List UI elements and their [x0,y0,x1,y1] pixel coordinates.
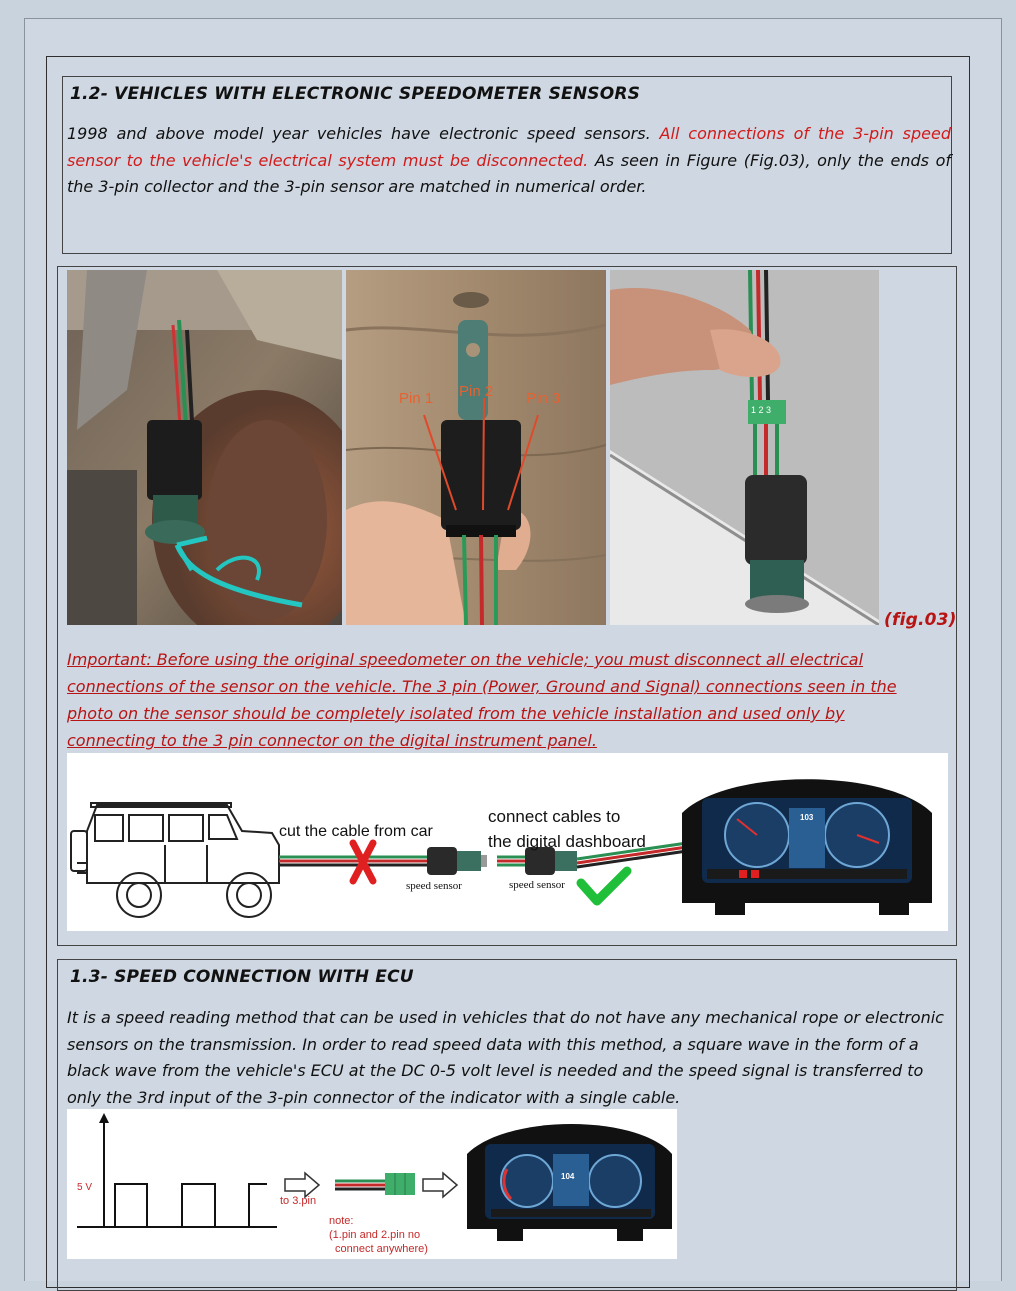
to-pin-label: to 3.pin [280,1195,317,1207]
note-line-2: (1.pin and 2.pin no [329,1229,421,1241]
note-line-1: note: [329,1215,354,1227]
section-1-2-heading: 1.2- VEHICLES WITH ELECTRONIC SPEEDOMETER SENSORS [70,84,641,104]
para-end: As seen in Figure (Fig.03), only the ends of the 3-pin collector and the 3-pin sensor are matched in numerical order. [67,150,951,196]
photo-sensor-pins [346,270,606,625]
sensor-label-1: speed sensor [406,880,462,892]
section-1-2-paragraph [67,121,951,201]
connector-numbers: 1 2 3 [751,405,772,415]
sensor-label-2: speed sensor [509,879,565,891]
pin-3-label: Pin 3 [526,390,561,407]
important-note: Important: Before using the original speedometer on the vehicle; you must disconnect all electrical connections of the sensor on the vehicle. The 3 pin (Power, Ground and Signal) connections seen in the photo on the sensor should be completely isolated from the vehicle installation and used only by connecting to the 3 pin connector on the digital instrument panel. [67,650,897,750]
voltage-label: 5 V [77,1182,93,1193]
ecu-wave-diagram [67,1109,677,1259]
ecu-dash-speed: 104 [561,1172,575,1181]
photo-sensor-installed [67,270,342,625]
section-1-3-paragraph: It is a speed reading method that can be used in vehicles that do not have any mechanical rope or electronic sensors on the transmission. In order to read speed data with this method, a square wave in the form of a black wave from the vehicle's ECU at the DC 0-5 volt level is needed and the speed signal is transferred to only the 3rd input of the 3-pin connector of the indicator with a single cable. [67,1008,944,1107]
dash-speed-readout: 103 [800,813,814,822]
cut-cable-diagram [67,753,948,931]
pin-2-label: Pin 2 [459,383,494,400]
note-line-3: connect anywhere) [335,1243,428,1255]
connect-label-1: connect cables to [488,807,621,826]
cut-cable-label: cut the cable from car [279,823,433,840]
connect-label-2: the digital dashboard [488,832,646,851]
figure-caption: (fig.03) [884,610,957,630]
para-red: All connections of the 3-pin speed sensor to the vehicle's electrical system must be disconnected. [67,124,951,170]
pin-1-label: Pin 1 [399,390,434,407]
para-start: 1998 and above model year vehicles have electronic speed sensors. [67,124,660,143]
section-1-3-heading: 1.3- SPEED CONNECTION WITH ECU [70,967,414,987]
photo-connector-hand [610,270,879,625]
